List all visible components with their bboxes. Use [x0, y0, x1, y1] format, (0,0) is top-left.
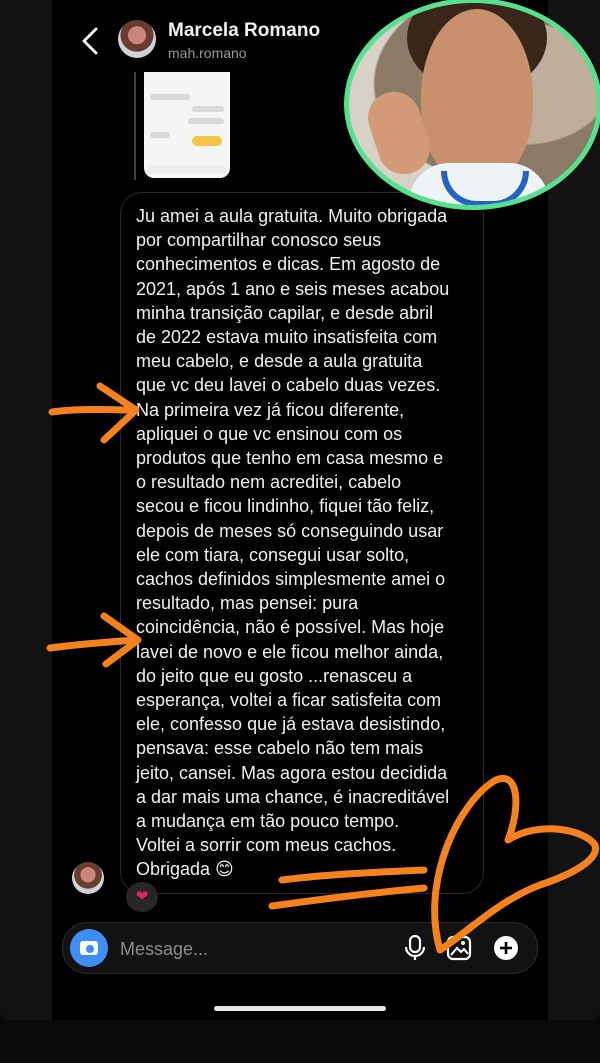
gallery-icon[interactable] [446, 935, 472, 961]
mini-chat-row [192, 106, 224, 112]
microphone-icon[interactable] [403, 934, 427, 962]
camera-lens [85, 944, 95, 954]
camera-button[interactable] [70, 929, 108, 967]
plus-circle-icon[interactable] [492, 934, 520, 962]
mini-composer [148, 166, 226, 174]
emoji-row [192, 136, 222, 146]
mini-chat-row [188, 118, 224, 124]
person-face [421, 9, 533, 185]
heart-reaction[interactable]: ❤ [126, 882, 158, 912]
mini-chat-row [150, 132, 170, 138]
message-text: Ju amei a aula gratuita. Muito obrigada por compartilhar conosco seus conhecimentos e dicas. Em agosto de 2021, após 1 ano e seis meses acabou minha transição capilar, e desde abril de 2022 estava muito insatisfeita com meu cabelo, e desde a aula gratuita que vc deu lavei o cabelo duas vezes. Na primeira vez já ficou diferente, apliquei o que vc ensinou com os produtos que tenho em casa mesmo e o resultado nem acreditei, cabelo secou e ficou lindinho, fiquei tão feliz, depois de meses só conseguindo usar ele com tiara, consegui usar solto, cachos definidos simplesmente amei o resultado, mas pensei: pura coincidência, não é possível. Mas hoje lavei de novo e ele ficou melhor ainda, do jeito que eu gosto ...renasceu a esperança, voltei a ficar satisfeita com ele, confesso que já estava desistindo, pensava: esse cabelo não tem mais jeito, cansei. Mas agora estou decidida a dar mais uma chance, é inacreditável a mudança em tão pouco tempo. Voltei a sorrir com meus cachos. Obrigada 😊 [136, 206, 450, 880]
reply-line [134, 72, 136, 180]
video-pip[interactable] [344, 0, 600, 210]
avatar[interactable] [118, 20, 156, 58]
sender-avatar[interactable] [72, 862, 104, 894]
contact-username: mah.romano [168, 45, 247, 61]
shared-screenshot-image[interactable] [144, 72, 230, 178]
chevron-left-icon[interactable] [76, 24, 106, 58]
home-indicator[interactable] [214, 1006, 386, 1011]
message-input[interactable] [118, 935, 392, 963]
contact-name[interactable]: Marcela Romano [168, 20, 321, 41]
mini-chat-row [150, 94, 190, 100]
